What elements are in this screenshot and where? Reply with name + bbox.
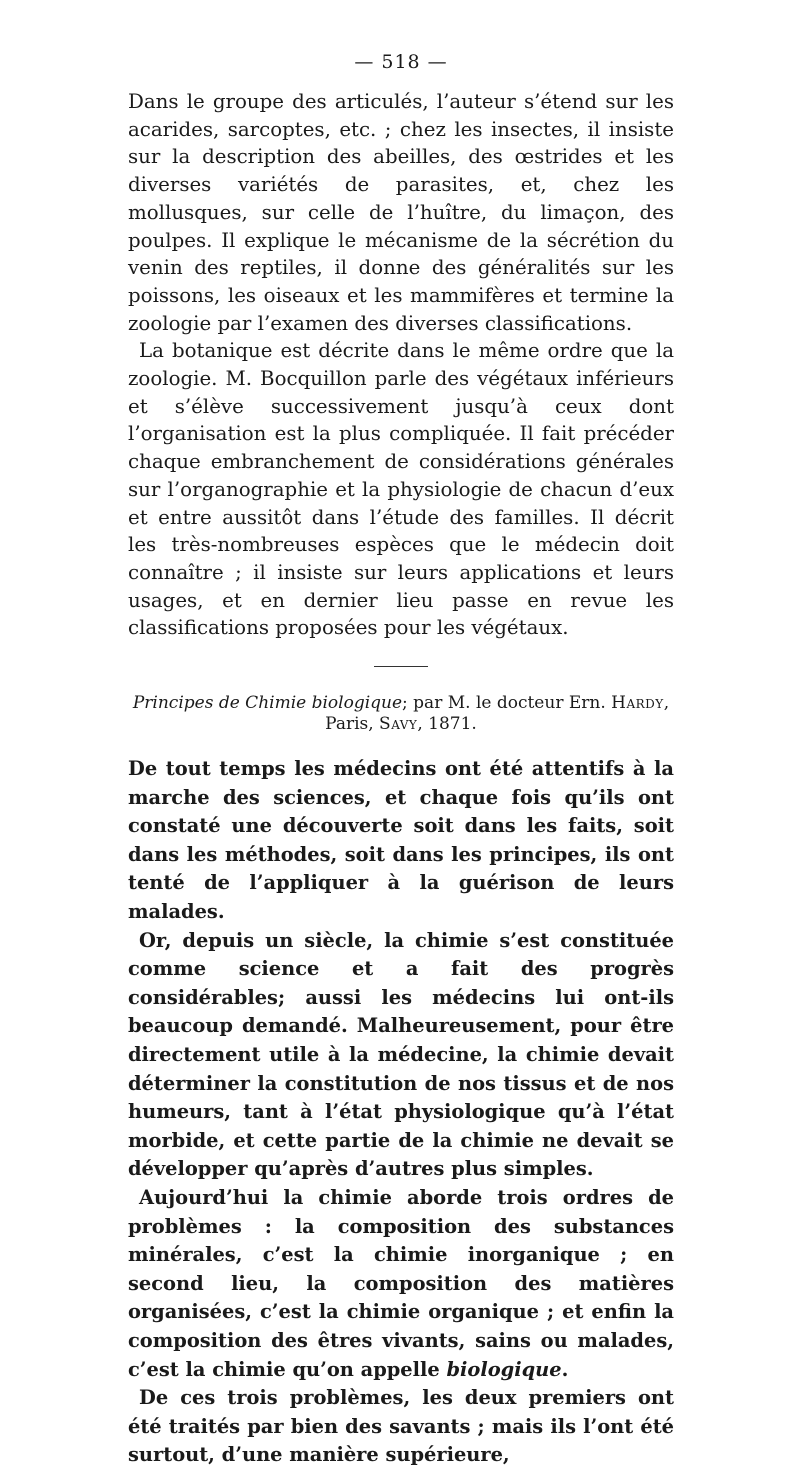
publication-city: Paris, xyxy=(325,714,380,735)
book-page xyxy=(128,50,674,1470)
page-number: — 518 — xyxy=(354,51,448,73)
author-prefix: ; par M. le docteur Ern. xyxy=(402,693,612,714)
paragraph-three-orders-text: Aujourd’hui la chimie aborde trois ordres de problèmes : la composition des substances minérales, c’est la chimie inorganique ; en second lieu, la composition des matières organisées, c’est la chimie organique ; et enfin la composition des êtres vivants, sains ou malades, c’est la chimie qu’on appelle xyxy=(128,1185,674,1381)
book-title: Principes de Chimie biologique xyxy=(132,693,403,714)
review-heading-line-1 xyxy=(128,693,674,714)
paragraph-three-orders xyxy=(128,1184,674,1384)
italic-term-suffix: . xyxy=(561,1357,569,1381)
review-body xyxy=(128,755,674,1470)
italic-term: biologique xyxy=(446,1357,562,1381)
comma: , xyxy=(663,693,670,714)
review-heading xyxy=(128,693,674,735)
paragraph-zoology: Dans le groupe des articulés, l’auteur s’étend sur les acarides, sarcoptes, etc. ; chez les insectes, il insiste sur la description des abeilles, des œstrides et les diverses variétés de parasites, et, chez les mollusques, sur celle de l’huître, du limaçon, des poulpes. Il explique le mécanisme de la sécrétion du venin des reptiles, il donne des généralités sur les poissons, les oiseaux et les mammifères et termine la zoologie par l’examen des diverses classifications. xyxy=(128,90,674,335)
section-divider xyxy=(374,666,428,667)
author-name: Hardy xyxy=(611,693,664,714)
paragraph-three-problems: De ces trois problèmes, les deux premiers ont été traités par bien des savants ; mais ils l’ont été surtout, d’une manière supérieure, xyxy=(128,1386,674,1467)
publication-year: , 1871. xyxy=(417,714,477,735)
paragraph-chemistry-century: Or, depuis un siècle, la chimie s’est constituée comme science et a fait des progrès considérables; aussi les médecins lui ont-ils beaucoup demandé. Malheureusement, pour être directement utile à la médecine, la chimie devait déterminer la constitution de nos tissus et de nos humeurs, tant à l’état physiologique qu’à l’état morbide, et cette partie de la chimie ne devait se développer qu’après d’autres plus simples. xyxy=(128,928,674,1181)
paragraph-doctors: De tout temps les médecins ont été attentifs à la marche des sciences, et chaque fois qu’ils ont constaté une découverte soit dans les faits, soit dans les méthodes, soit dans les principes, ils ont tenté de l’appliquer à la guérison de leurs malades. xyxy=(128,757,674,924)
paragraph-botany: La botanique est décrite dans le même ordre que la zoologie. M. Bocquillon parle des végétaux inférieurs et s’élève successivement jusqu’à ceux dont l’organisation est la plus compliquée. Il fait précéder chaque embranchement de considérations générales sur l’organographie et la physiologie de chacun d’eux et entre aussitôt dans l’étude des familles. Il décrit les très-nombreuses espèces que le médecin doit connaître ; il insiste sur leurs applications et leurs usages, et en dernier lieu passe en revue les classifications proposées pour les végétaux. xyxy=(128,339,674,640)
review-heading-line-2 xyxy=(128,714,674,735)
publisher-name: Savy xyxy=(379,714,418,735)
